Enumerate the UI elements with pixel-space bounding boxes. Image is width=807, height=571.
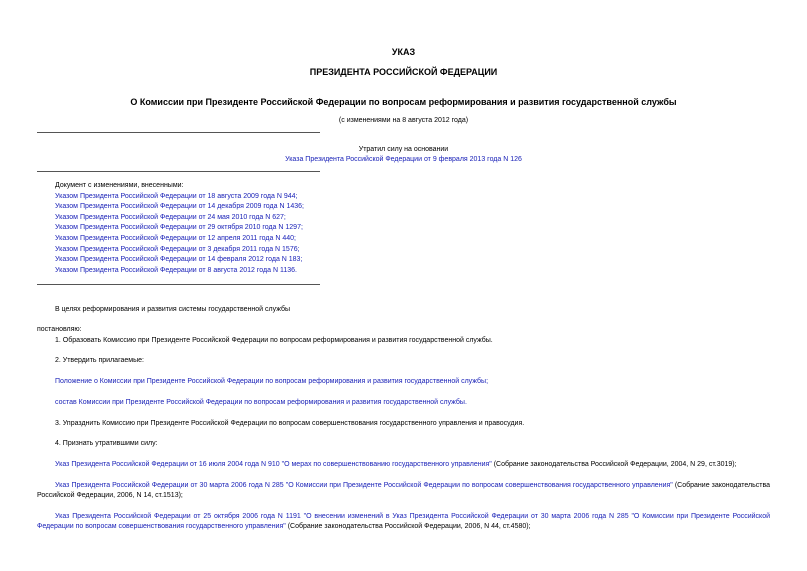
composition-link[interactable]: состав Комиссии при Президенте Российской Федерации по вопросам реформирования и развития государственной службы. xyxy=(55,399,467,406)
divider xyxy=(37,171,320,172)
amendments-list xyxy=(55,181,304,276)
issuer-title: ПРЕЗИДЕНТА РОССИЙСКОЙ ФЕДЕРАЦИИ xyxy=(309,67,498,77)
amendment-link[interactable]: Указом Президента Российской Федерации от 24 мая 2010 года N 627; xyxy=(55,213,286,221)
amendment-link[interactable]: Указом Президента Российской Федерации от 29 октября 2010 года N 1297; xyxy=(55,224,303,232)
repeal-note: Утратил силу на основании xyxy=(358,146,449,153)
repealed-act-link[interactable]: Указ Президента Российской Федерации от 16 июля 2004 года N 910 "О мерах по совершенствованию государственного управления" xyxy=(55,461,492,468)
repealed-act-link[interactable]: Указ Президента Российской Федерации от 25 октября 2006 года N 1191 "О внесении изменений в Указ Президента Российской Федерации от 30 марта 2006 года N 285 "О Комиссии при Президенте Российской Федерации по вопросам совершенствования государственного управления" xyxy=(37,513,770,530)
clause-4: 4. Признать утратившими силу: xyxy=(55,440,158,447)
clause-2: 2. Утвердить прилагаемые: xyxy=(55,357,144,364)
divider xyxy=(37,284,320,285)
repealed-act-citation: (Собрание законодательства Российской Федерации, 2004, N 29, ст.3019); xyxy=(491,461,737,468)
amendment-link[interactable]: Указом Президента Российской Федерации от 8 августа 2012 года N 1136. xyxy=(55,266,297,274)
regulation-link[interactable]: Положение о Комиссии при Президенте Российской Федерации по вопросам реформирования и развития государственной службы; xyxy=(55,378,489,385)
repealed-act-link[interactable]: Указ Президента Российской Федерации от 30 марта 2006 года N 285 "О Комиссии при Президенте Российской Федерации по вопросам совершенствования государственного управления" xyxy=(55,482,673,489)
document-subject-title: О Комиссии при Президенте Российской Федерации по вопросам реформирования и развития государственной службы xyxy=(130,97,677,107)
clause-1: 1. Образовать Комиссию при Президенте Российской Федерации по вопросам реформирования и развития государственной службы. xyxy=(55,337,493,344)
amendments-intro: Документ с изменениями, внесенными: xyxy=(55,182,184,189)
amendment-link[interactable]: Указом Президента Российской Федерации от 3 декабря 2011 года N 1576; xyxy=(55,245,300,253)
amendment-link[interactable]: Указом Президента Российской Федерации от 14 февраля 2012 года N 183; xyxy=(55,256,303,264)
repealed-act-citation: (Собрание законодательства Российской Федерации, 2006, N 14, ст.1513); xyxy=(37,482,770,499)
repealed-act-2 xyxy=(37,481,770,501)
repealed-act-citation: (Собрание законодательства Российской Федерации, 2006, N 44, ст.4580); xyxy=(285,523,531,530)
amendment-link[interactable]: Указом Президента Российской Федерации от 12 апреля 2011 года N 440; xyxy=(55,234,296,242)
decree-word: постановляю: xyxy=(37,326,82,333)
clause-3: 3. Упразднить Комиссию при Президенте Российской Федерации по вопросам совершенствования государственного управления и правосудия. xyxy=(55,420,525,427)
preamble: В целях реформирования и развития системы государственной службы xyxy=(55,306,290,313)
amendment-link[interactable]: Указом Президента Российской Федерации от 14 декабря 2009 года N 1436; xyxy=(55,203,304,211)
decree-title: УКАЗ xyxy=(391,47,416,57)
edition-note: (с изменениями на 8 августа 2012 года) xyxy=(338,117,469,124)
repeal-link[interactable]: Указа Президента Российской Федерации от 9 февраля 2013 года N 126 xyxy=(285,156,522,163)
repealed-act-3 xyxy=(37,512,770,532)
amendment-link[interactable]: Указом Президента Российской Федерации от 18 августа 2009 года N 944; xyxy=(55,192,298,200)
repealed-act-1 xyxy=(55,460,737,470)
divider xyxy=(37,132,320,133)
